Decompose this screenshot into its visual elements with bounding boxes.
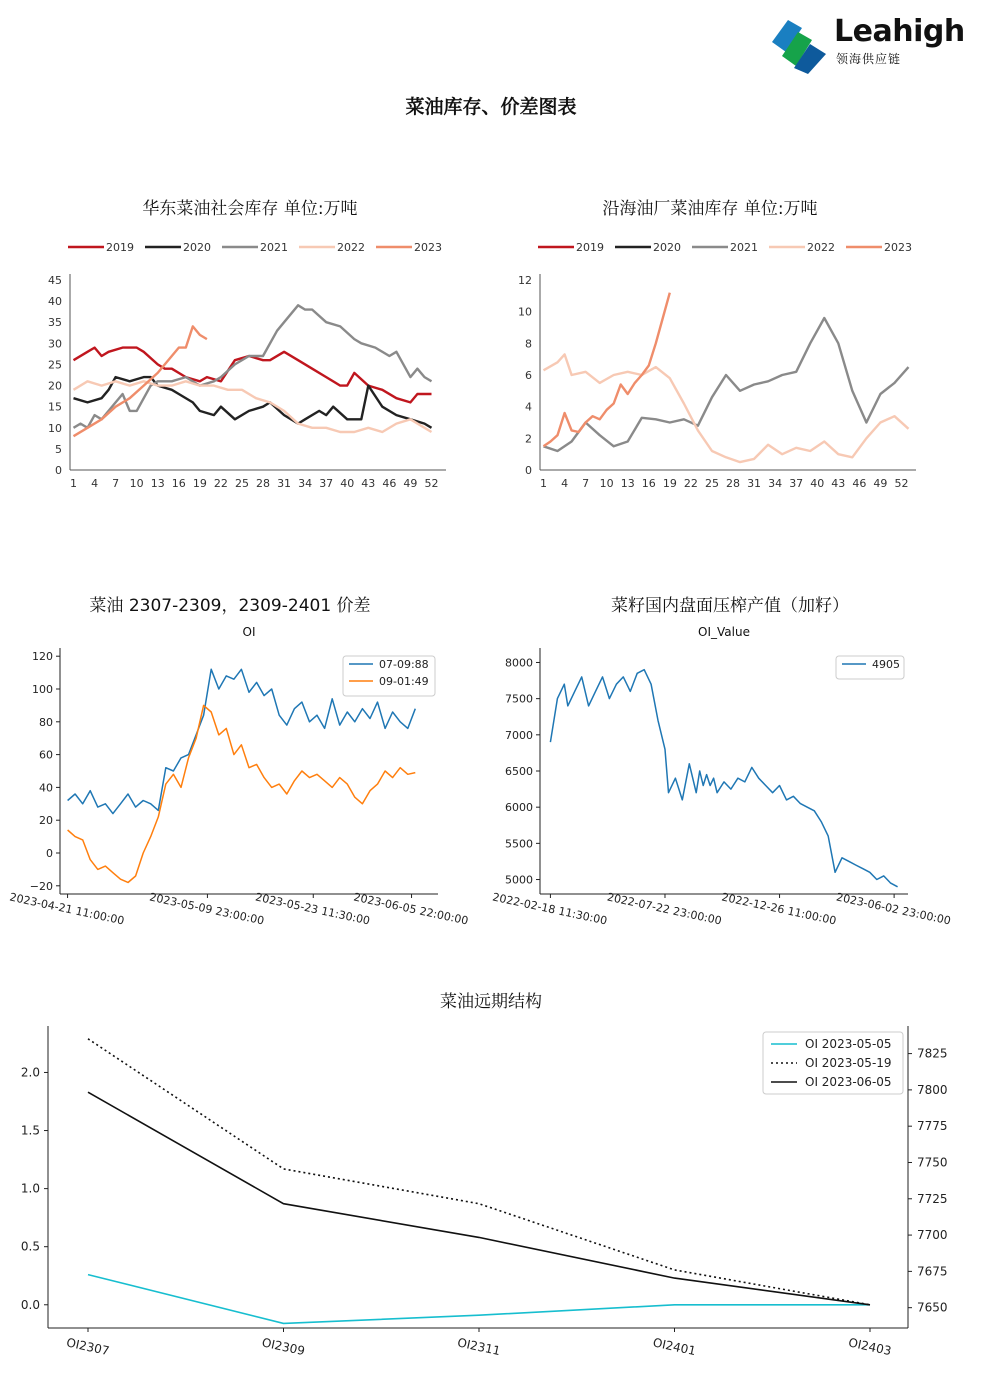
legend-label-2022: 2022 bbox=[807, 241, 835, 254]
x-tick-label: 4 bbox=[561, 477, 569, 490]
x-tick-label: 13 bbox=[150, 477, 165, 490]
legend-label-2023: 2023 bbox=[414, 241, 442, 254]
y-tick-label: 5 bbox=[55, 442, 62, 456]
y-tick-label-left: 0.0 bbox=[20, 1297, 40, 1312]
y-tick-label: 30 bbox=[48, 337, 62, 351]
x-tick-label: 19 bbox=[662, 477, 677, 490]
y-tick-label: 7000 bbox=[505, 728, 533, 742]
page-title: 菜油库存、价差图表 bbox=[405, 96, 577, 118]
legend-label-2019: 2019 bbox=[106, 241, 134, 254]
leahigh-logo-mark-icon bbox=[768, 12, 832, 74]
x-tick-label: 2022-07-22 23:00:00 bbox=[605, 890, 723, 928]
brand-subtitle: 领海供应链 bbox=[836, 52, 902, 66]
spread-chart-title: 菜油 2307-2309，2309-2401 价差 bbox=[89, 596, 371, 616]
y-tick-label-left: 1.0 bbox=[20, 1181, 40, 1196]
x-tick-label: 7 bbox=[582, 477, 590, 490]
crush-chart-title: 菜籽国内盘面压榨产值（加籽） bbox=[611, 596, 849, 616]
y-tick-label: 2 bbox=[525, 432, 532, 446]
y-tick-label-right: 7750 bbox=[917, 1155, 948, 1170]
series-line-OI-2023-06-05 bbox=[88, 1092, 870, 1305]
x-tick-label: 43 bbox=[831, 477, 846, 490]
crush-value-chart bbox=[480, 620, 960, 940]
series-line-OI-2023-05-05 bbox=[88, 1275, 870, 1324]
y-tick-label-right: 7825 bbox=[917, 1046, 948, 1061]
x-tick-label: 2023-04-21 11:00:00 bbox=[8, 890, 126, 928]
y-tick-label-right: 7775 bbox=[917, 1119, 948, 1134]
legend-label-2020: 2020 bbox=[183, 241, 211, 254]
y-tick-label: 20 bbox=[48, 379, 62, 393]
y-tick-label-left: 2.0 bbox=[20, 1065, 40, 1080]
legend-label-2019: 2019 bbox=[576, 241, 604, 254]
y-tick-label: −20 bbox=[29, 879, 53, 893]
legend-label-2021: 2021 bbox=[730, 241, 758, 254]
leahigh-logo bbox=[768, 12, 968, 74]
y-tick-label: 6 bbox=[525, 369, 532, 382]
x-tick-label: 34 bbox=[298, 477, 313, 490]
brand-name: Leahigh bbox=[834, 14, 965, 49]
x-tick-label: 2023-06-05 22:00:00 bbox=[352, 890, 470, 928]
y-tick-label: 10 bbox=[518, 305, 532, 319]
x-tick-label: 16 bbox=[641, 477, 656, 490]
y-tick-label: 0 bbox=[525, 464, 532, 477]
y-tick-label: 5500 bbox=[505, 837, 533, 851]
x-tick-label: 1 bbox=[540, 477, 548, 490]
x-tick-label: 22 bbox=[683, 477, 698, 490]
legend-label-2021: 2021 bbox=[260, 241, 288, 254]
coast-chart-title: 沿海油厂菜油库存 单位:万吨 bbox=[602, 199, 818, 219]
y-tick-label: 8 bbox=[525, 337, 532, 351]
x-tick-label: 34 bbox=[768, 477, 783, 490]
x-tick-label: 25 bbox=[704, 477, 719, 490]
y-tick-label: 120 bbox=[32, 650, 53, 664]
legend-label-09-01:49: 09-01:49 bbox=[379, 675, 429, 688]
y-tick-label: 60 bbox=[39, 748, 53, 762]
y-tick-label: 6500 bbox=[505, 765, 533, 778]
x-tick-label: 28 bbox=[256, 477, 271, 490]
east-inventory-chart bbox=[30, 232, 490, 492]
east-chart-title: 华东菜油社会库存 单位:万吨 bbox=[142, 199, 358, 219]
x-tick-label: OI2307 bbox=[65, 1335, 111, 1359]
spread-chart bbox=[0, 620, 480, 940]
series-line-OI-2023-05-19 bbox=[88, 1039, 870, 1305]
x-tick-label: 52 bbox=[424, 477, 439, 490]
x-tick-label: 43 bbox=[361, 477, 376, 490]
x-tick-label: 31 bbox=[277, 477, 292, 490]
y-tick-label: 5000 bbox=[505, 873, 533, 887]
legend-label-OI-2023-05-19: OI 2023-05-19 bbox=[805, 1056, 892, 1070]
series-line-2021 bbox=[544, 318, 909, 451]
x-tick-label: 37 bbox=[319, 477, 334, 490]
y-tick-label: 8000 bbox=[505, 656, 533, 670]
y-tick-label: 0 bbox=[46, 847, 53, 860]
legend-label-2022: 2022 bbox=[337, 241, 365, 254]
x-tick-label: 28 bbox=[726, 477, 741, 490]
series-line-2022 bbox=[544, 354, 909, 462]
y-tick-label: 10 bbox=[48, 421, 62, 435]
legend-label-07-09:88: 07-09:88 bbox=[379, 658, 429, 671]
y-tick-label: 20 bbox=[39, 814, 53, 828]
legend-label-2020: 2020 bbox=[653, 241, 681, 254]
x-tick-label: 40 bbox=[810, 477, 825, 490]
x-tick-label: 37 bbox=[789, 477, 804, 490]
legend-label-4905: 4905 bbox=[872, 658, 900, 671]
legend-label-2023: 2023 bbox=[884, 241, 912, 254]
y-tick-label: 80 bbox=[39, 715, 53, 729]
x-tick-label: OI2403 bbox=[847, 1335, 893, 1359]
x-tick-label: 49 bbox=[403, 477, 418, 490]
coast-inventory-chart bbox=[500, 232, 960, 492]
x-tick-label: 40 bbox=[340, 477, 355, 490]
x-tick-label: OI2311 bbox=[456, 1335, 502, 1359]
y-tick-label-left: 1.5 bbox=[20, 1123, 40, 1138]
y-tick-label: 4 bbox=[525, 400, 532, 414]
x-tick-label: 49 bbox=[873, 477, 888, 490]
y-tick-label-left: 0.5 bbox=[20, 1239, 40, 1254]
x-tick-label: 2023-05-23 11:30:00 bbox=[254, 890, 372, 928]
y-tick-label: 40 bbox=[39, 781, 53, 795]
x-tick-label: OI2401 bbox=[651, 1335, 698, 1359]
x-tick-label: 1 bbox=[70, 477, 78, 490]
x-tick-label: 22 bbox=[213, 477, 228, 490]
y-tick-label-right: 7700 bbox=[917, 1228, 948, 1243]
x-tick-label: 7 bbox=[112, 477, 120, 490]
x-tick-label: 52 bbox=[894, 477, 909, 490]
x-tick-label: 4 bbox=[91, 477, 99, 490]
x-tick-label: 31 bbox=[747, 477, 762, 490]
y-tick-label: 35 bbox=[48, 316, 62, 330]
y-tick-label: 15 bbox=[48, 400, 62, 414]
y-tick-label: 7500 bbox=[505, 692, 533, 706]
x-tick-label: 13 bbox=[620, 477, 635, 490]
x-tick-label: 25 bbox=[234, 477, 249, 490]
y-tick-label-right: 7675 bbox=[917, 1264, 948, 1279]
y-tick-label: 25 bbox=[48, 358, 62, 372]
series-line-4905 bbox=[550, 670, 897, 887]
x-tick-label: 16 bbox=[171, 477, 186, 490]
x-tick-label: 46 bbox=[382, 477, 397, 490]
y-tick-label-right: 7800 bbox=[917, 1082, 948, 1097]
x-tick-label: 2023-05-09 23:00:00 bbox=[148, 890, 266, 928]
x-tick-label: 19 bbox=[192, 477, 207, 490]
x-tick-label: OI2309 bbox=[260, 1335, 307, 1359]
y-tick-label: 0 bbox=[55, 464, 62, 477]
x-tick-label: 10 bbox=[129, 477, 144, 490]
x-tick-label: 2022-02-18 11:30:00 bbox=[491, 890, 609, 928]
x-tick-label: 10 bbox=[599, 477, 614, 490]
x-tick-label: 2023-06-02 23:00:00 bbox=[834, 890, 952, 928]
legend-label-OI-2023-05-05: OI 2023-05-05 bbox=[805, 1037, 892, 1051]
x-tick-label: 46 bbox=[852, 477, 867, 490]
term-structure-chart bbox=[0, 1016, 982, 1376]
chart-subtitle: OI bbox=[242, 625, 256, 639]
y-tick-label-right: 7725 bbox=[917, 1191, 948, 1206]
y-tick-label: 40 bbox=[48, 295, 62, 309]
y-tick-label: 100 bbox=[32, 683, 53, 696]
y-tick-label-right: 7650 bbox=[917, 1300, 948, 1315]
x-tick-label: 2022-12-26 11:00:00 bbox=[720, 890, 838, 928]
legend-label-OI-2023-06-05: OI 2023-06-05 bbox=[805, 1075, 892, 1089]
y-tick-label: 6000 bbox=[505, 801, 533, 815]
chart-subtitle: OI_Value bbox=[698, 625, 750, 639]
y-tick-label: 12 bbox=[518, 274, 532, 287]
term-chart-title: 菜油远期结构 bbox=[440, 992, 542, 1012]
series-line-09-01:49 bbox=[68, 705, 416, 882]
y-tick-label: 45 bbox=[48, 274, 62, 287]
